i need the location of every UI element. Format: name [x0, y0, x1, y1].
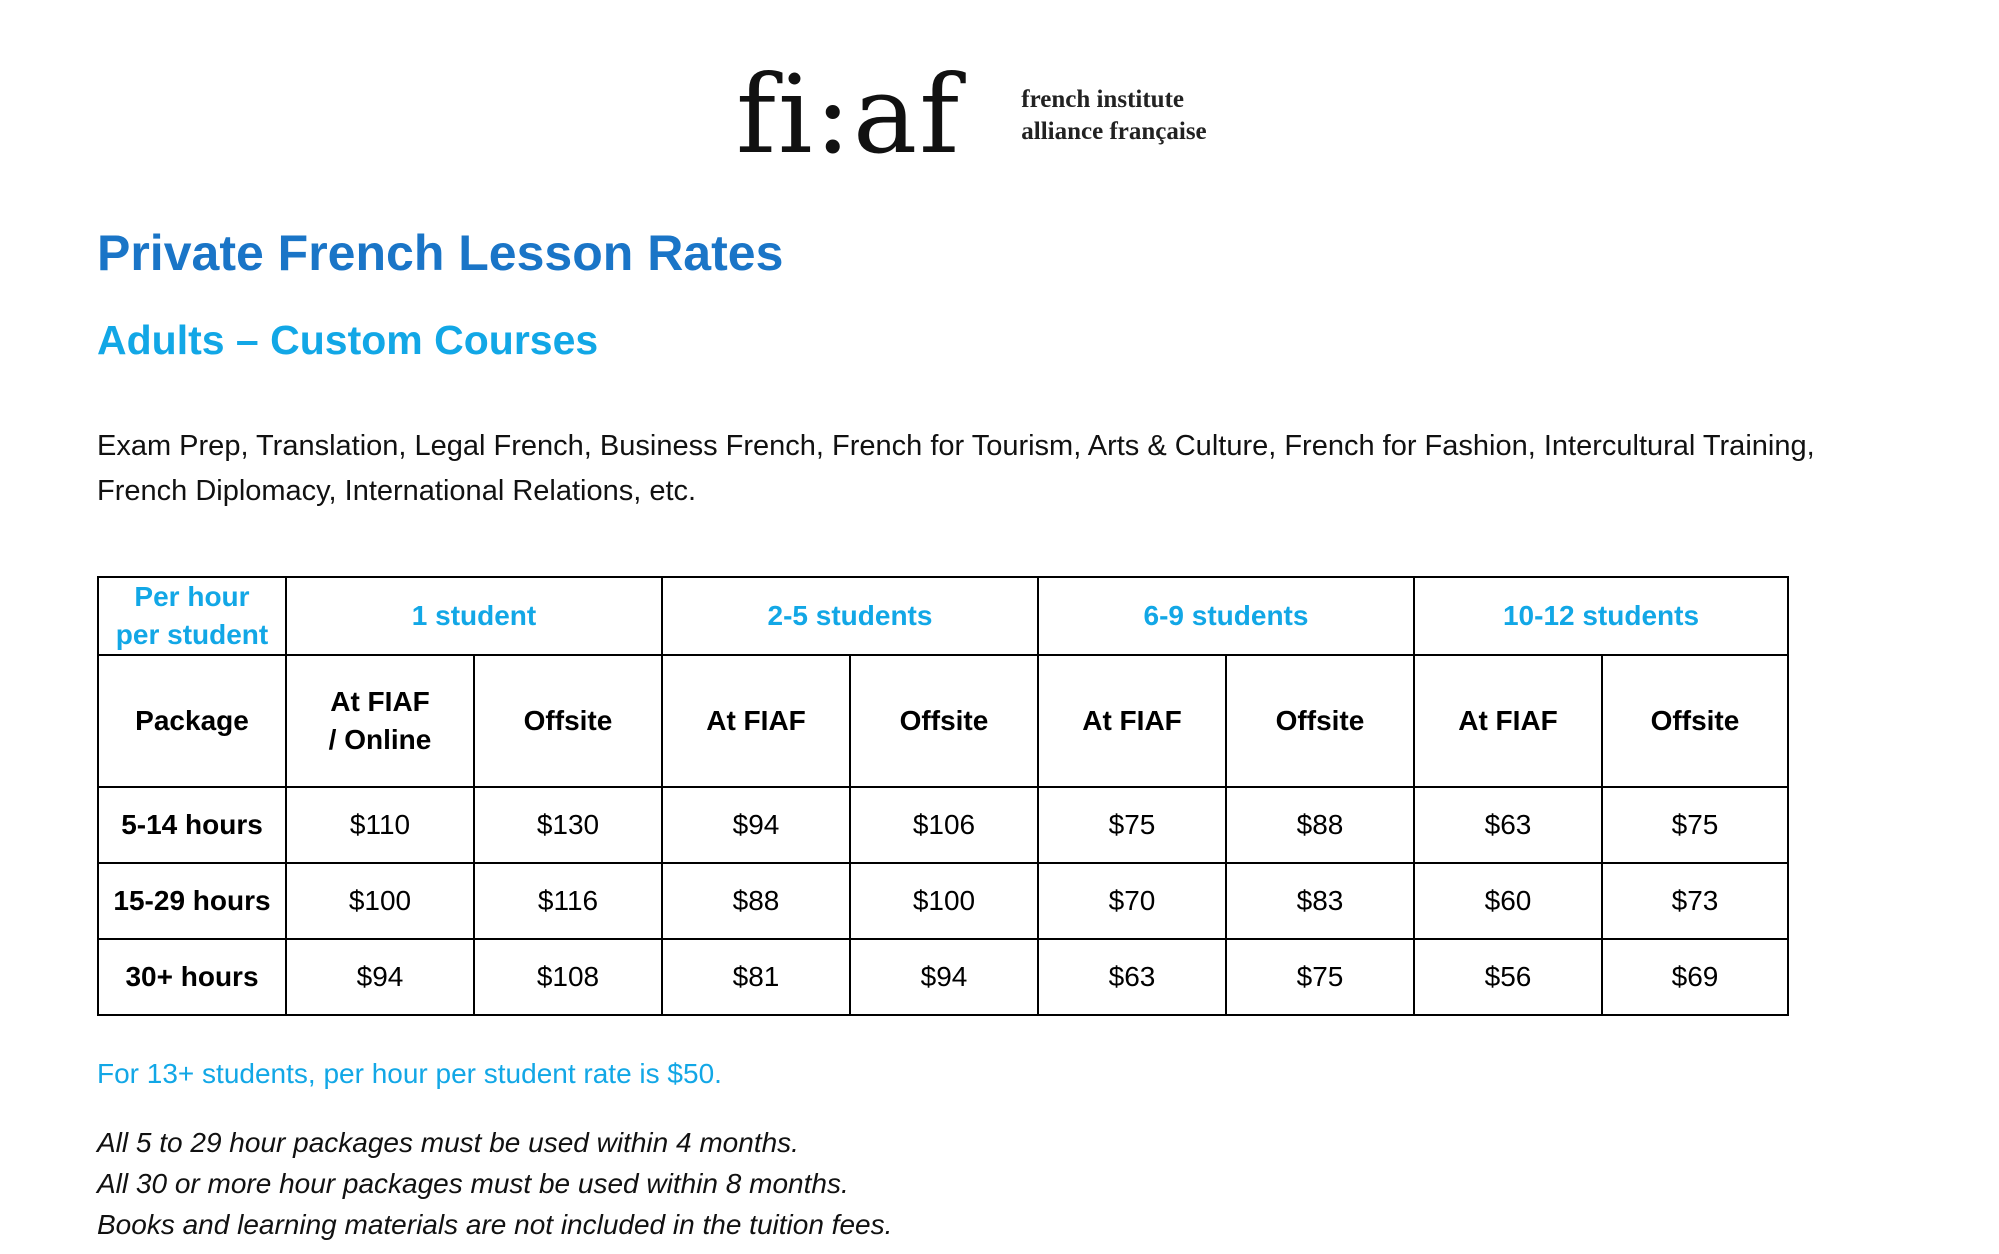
rate-cell: $73	[1602, 863, 1788, 939]
group-rate-note: For 13+ students, per hour per student rate is $50.	[97, 1058, 722, 1089]
fiaf-logo	[736, 53, 1207, 178]
rate-cell: $130	[474, 787, 662, 863]
page-subtitle: Adults – Custom Courses	[97, 317, 599, 363]
package-label: 30+ hours	[98, 939, 286, 1015]
rate-cell: $100	[850, 863, 1038, 939]
corner-header	[98, 577, 286, 655]
group-header: 10-12 students	[1414, 577, 1788, 655]
sub-header-offsite: Offsite	[850, 655, 1038, 787]
rate-cell: $88	[662, 863, 850, 939]
logo-line-2: alliance française	[1021, 118, 1207, 145]
rate-cell: $94	[850, 939, 1038, 1015]
rate-cell: $81	[662, 939, 850, 1015]
sub-header-offsite: Offsite	[1226, 655, 1414, 787]
rate-cell: $94	[662, 787, 850, 863]
rate-cell: $75	[1226, 939, 1414, 1015]
rate-cell: $83	[1226, 863, 1414, 939]
rate-cell: $70	[1038, 863, 1226, 939]
package-label: 5-14 hours	[98, 787, 286, 863]
corner-header-line-2: per student	[115, 619, 269, 650]
rate-cell: $75	[1602, 787, 1788, 863]
package-notes	[97, 1122, 892, 1245]
page-title: Private French Lesson Rates	[97, 225, 784, 281]
package-header: Package	[98, 655, 286, 787]
table-row	[98, 863, 1788, 939]
course-list: Exam Prep, Translation, Legal French, Business French, French for Tourism, Arts & Culture, French for Fashion, Intercultural Training, French Diplomacy, International Relations, etc.	[97, 430, 1815, 507]
rate-cell: $94	[286, 939, 474, 1015]
sub-header-line-2: / Online	[328, 724, 432, 755]
rate-cell: $108	[474, 939, 662, 1015]
note-line: Books and learning materials are not included in the tuition fees.	[97, 1209, 893, 1240]
rate-cell: $110	[286, 787, 474, 863]
sub-header-line-1: At FIAF	[330, 686, 430, 717]
rate-cell: $88	[1226, 787, 1414, 863]
rates-table	[97, 576, 1789, 1016]
group-header-row	[98, 577, 1788, 655]
rate-cell: $106	[850, 787, 1038, 863]
note-line: All 30 or more hour packages must be used within 8 months.	[97, 1168, 849, 1199]
table-row	[98, 939, 1788, 1015]
rate-cell: $63	[1414, 787, 1602, 863]
rate-cell: $60	[1414, 863, 1602, 939]
logo-line-1: french institute	[1021, 86, 1184, 113]
sub-header-offsite: Offsite	[1602, 655, 1788, 787]
group-header: 6-9 students	[1038, 577, 1414, 655]
rate-cell: $63	[1038, 939, 1226, 1015]
sub-header-offsite: Offsite	[474, 655, 662, 787]
logo-mark: fi:af	[736, 53, 962, 178]
logo-text	[1021, 84, 1206, 148]
sub-header-at-fiaf: At FIAF	[1038, 655, 1226, 787]
group-header: 2-5 students	[662, 577, 1038, 655]
rate-cell: $56	[1414, 939, 1602, 1015]
rate-cell: $116	[474, 863, 662, 939]
sub-header-at-fiaf: At FIAF	[1414, 655, 1602, 787]
package-label: 15-29 hours	[98, 863, 286, 939]
rate-cell: $75	[1038, 787, 1226, 863]
rate-cell: $69	[1602, 939, 1788, 1015]
group-header: 1 student	[286, 577, 662, 655]
sub-header-at-fiaf-online	[286, 655, 474, 787]
table-row	[98, 787, 1788, 863]
sub-header-at-fiaf: At FIAF	[662, 655, 850, 787]
rate-cell: $100	[286, 863, 474, 939]
note-line: All 5 to 29 hour packages must be used within 4 months.	[97, 1127, 799, 1158]
corner-header-line-1: Per hour	[134, 581, 250, 612]
sub-header-row	[98, 655, 1788, 787]
